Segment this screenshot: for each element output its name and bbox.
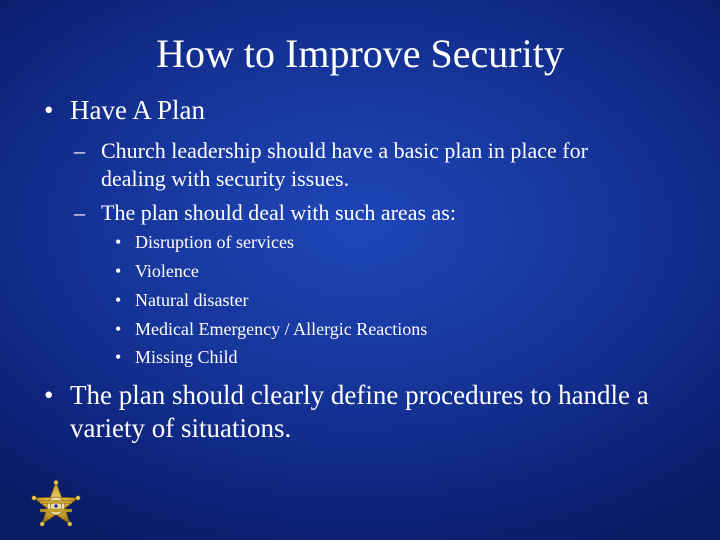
bullet-glyph: • xyxy=(115,347,122,367)
bullet-glyph: • xyxy=(115,261,122,281)
area-item-text: Natural disaster xyxy=(135,290,249,310)
bullet-glyph: • xyxy=(44,380,54,410)
area-item-text: Missing Child xyxy=(135,347,238,367)
sheriff-star-badge-icon xyxy=(30,480,82,534)
area-item-missing-child xyxy=(115,346,615,368)
sub-bullet-leadership xyxy=(74,137,654,193)
bullet-text: The plan should clearly define procedures to handle a variety of situations. xyxy=(70,380,649,443)
slide-title: How to Improve Security xyxy=(156,31,564,76)
bullet-have-a-plan xyxy=(44,94,684,127)
bullet-text: Have A Plan xyxy=(70,95,205,125)
area-item-text: Medical Emergency / Allergic Reactions xyxy=(135,319,428,339)
sub-bullet-text: The plan should deal with such areas as: xyxy=(101,200,456,225)
area-item-violence xyxy=(115,260,615,282)
dash-glyph: – xyxy=(74,138,85,163)
bullet-glyph: • xyxy=(115,232,122,252)
area-item-disruption xyxy=(115,231,615,253)
area-item-text: Violence xyxy=(135,261,199,281)
bullet-glyph: • xyxy=(115,290,122,310)
dash-glyph: – xyxy=(74,200,85,225)
sub-bullet-text: Church leadership should have a basic plan in place for dealing with security issues. xyxy=(101,138,588,191)
area-item-natural-disaster xyxy=(115,289,615,311)
area-item-medical xyxy=(115,318,615,340)
bullet-glyph: • xyxy=(115,319,122,339)
area-item-text: Disruption of services xyxy=(135,232,294,252)
bullet-procedures xyxy=(44,379,684,445)
bullet-glyph: • xyxy=(44,95,54,125)
sub-bullet-areas xyxy=(74,199,654,227)
